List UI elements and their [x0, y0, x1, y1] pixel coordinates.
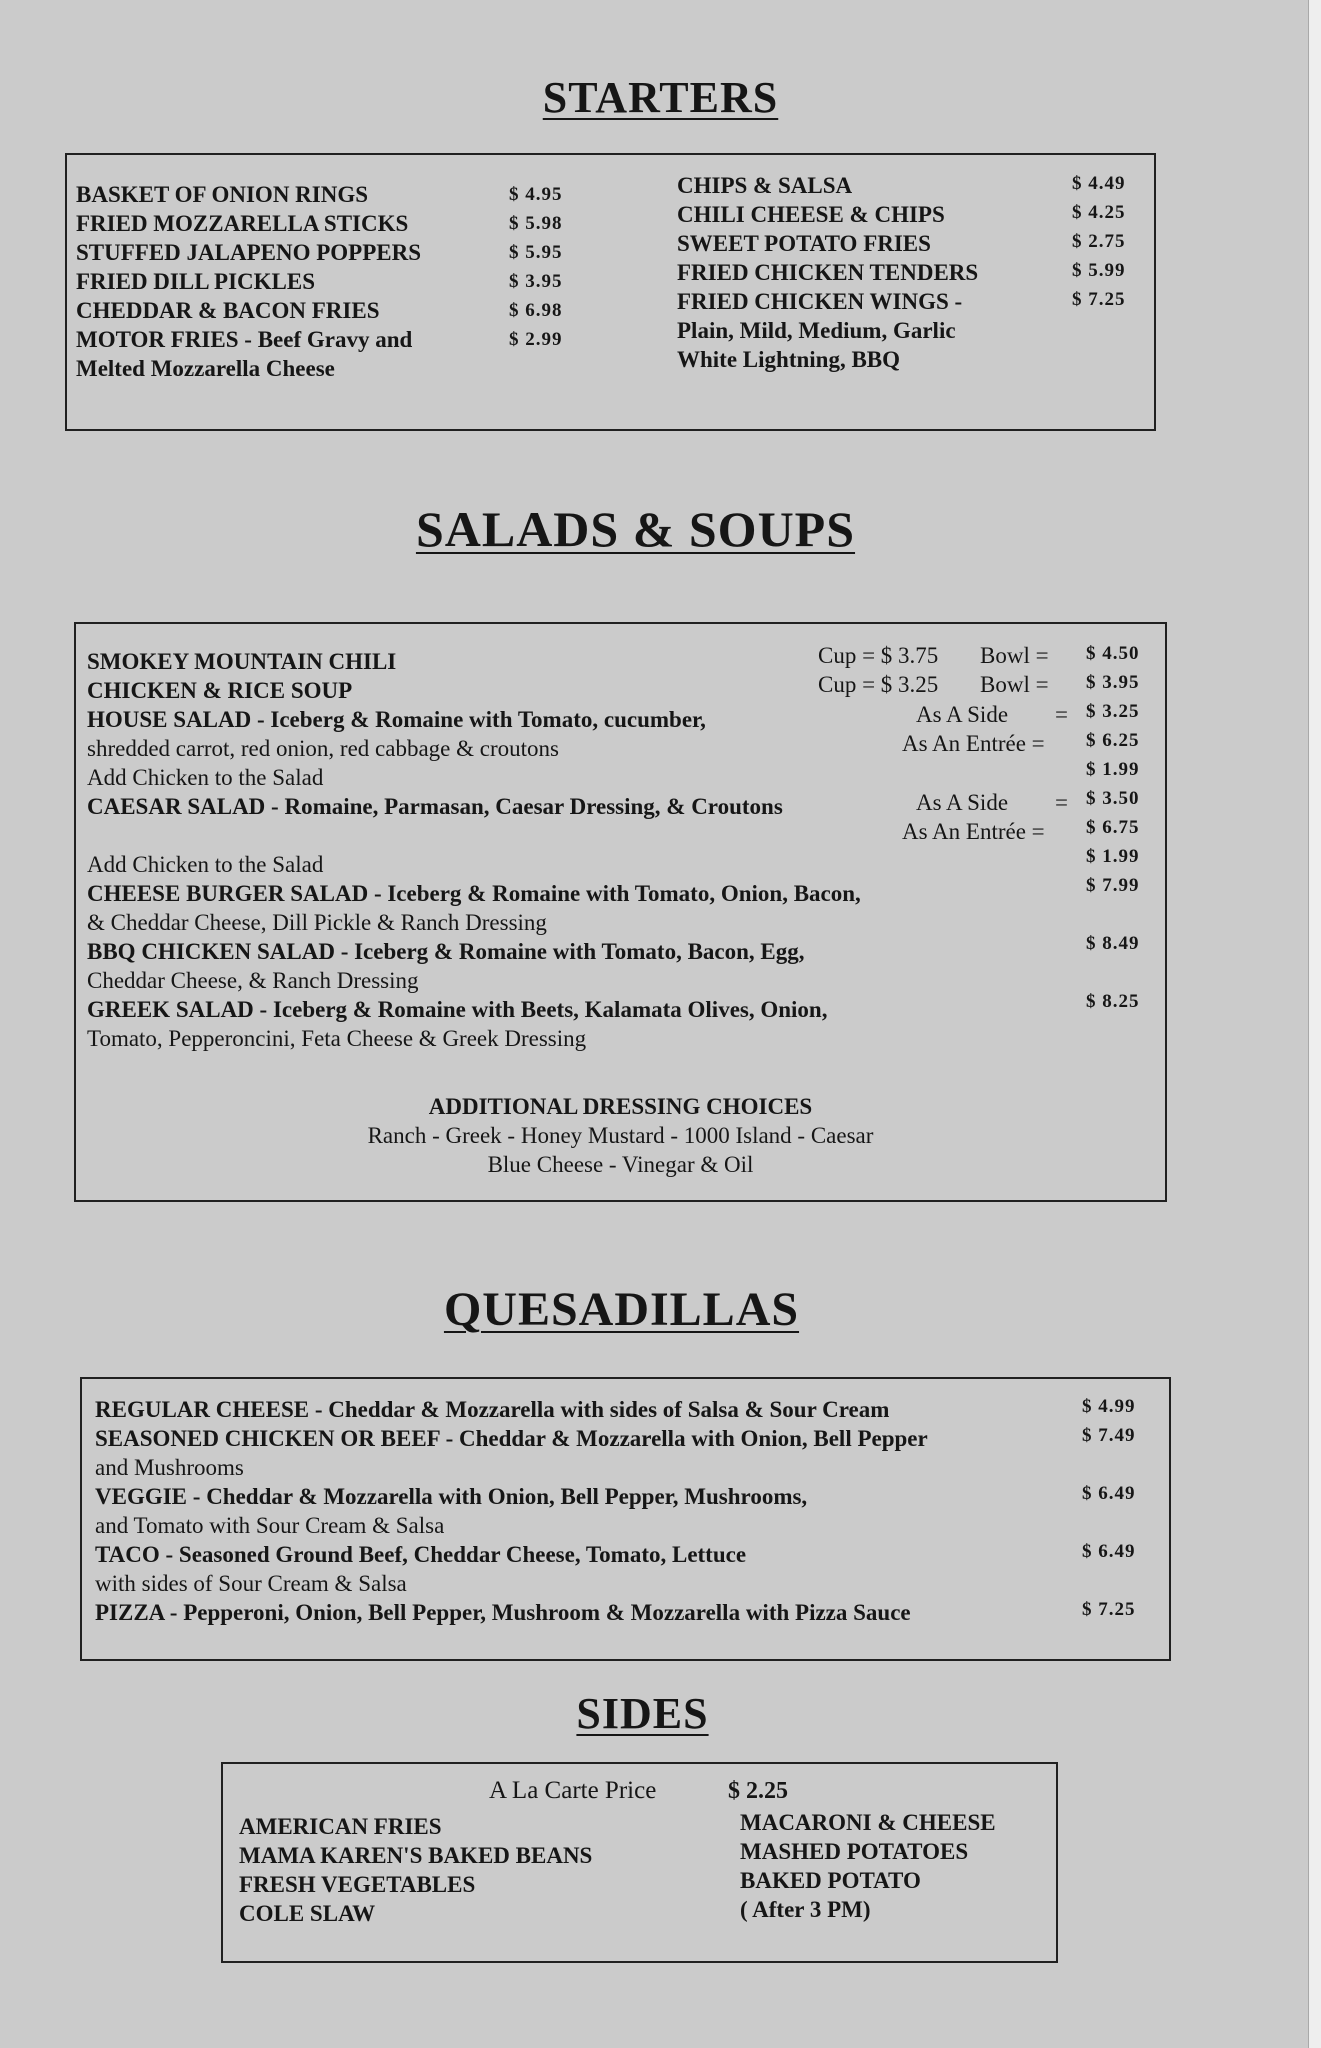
dressing-list: Blue Cheese - Vinegar & Oil	[487, 1152, 754, 1177]
quesadillas-box	[80, 1377, 1171, 1661]
menu-item	[95, 1598, 911, 1628]
menu-item-price: $ 6.75	[1086, 817, 1140, 838]
menu-item-price: $ 4.50	[1086, 643, 1140, 664]
menu-item-desc: and Mushrooms	[95, 1455, 244, 1480]
menu-item-price: $ 2.75	[1072, 231, 1126, 252]
menu-item-desc: Cheddar Cheese, & Ranch Dressing	[87, 968, 419, 993]
dressing-title: ADDITIONAL DRESSING CHOICES	[428, 1094, 813, 1119]
menu-item-price: $ 7.99	[1086, 875, 1140, 896]
a-la-carte-price: $ 2.25	[728, 1778, 788, 1804]
menu-item	[87, 792, 783, 822]
dressing-list: Ranch - Greek - Honey Mustard - 1000 Island - Caesar	[367, 1123, 874, 1148]
sides-box	[221, 1762, 1058, 1963]
menu-item-price: $ 6.98	[509, 300, 563, 321]
menu-item-name: PIZZA	[95, 1600, 165, 1625]
salads-soups-heading: SALADS & SOUPS	[415, 501, 856, 557]
menu-item-desc: - Cheddar & Mozzarella with sides of Salsa & Sour Cream	[309, 1397, 890, 1422]
menu-item-price: $ 6.25	[1086, 730, 1140, 751]
starters-box	[65, 153, 1156, 431]
menu-item-desc: - Seasoned Ground Beef, Cheddar Cheese, Tomato, Lettuce	[159, 1542, 747, 1567]
page-edge	[1308, 0, 1321, 2048]
menu-item-desc: - Cheddar & Mozzarella with Onion, Bell Pepper	[439, 1426, 928, 1451]
menu-item-price: $ 6.49	[1082, 1541, 1136, 1562]
menu-item-name: BASKET OF ONION RINGS	[76, 182, 369, 207]
menu-item-desc: shredded carrot, red onion, red cabbage & croutons	[87, 736, 559, 761]
menu-item-price: $ 1.99	[1086, 759, 1140, 780]
menu-item	[76, 325, 412, 355]
menu-item-desc: Melted Mozzarella Cheese	[76, 356, 335, 381]
side-item: MASHED POTATOES	[740, 1839, 969, 1864]
side-item: MACARONI & CHEESE	[740, 1810, 996, 1835]
entree-label: As An Entrée =	[902, 731, 1045, 756]
menu-item-name: STUFFED JALAPENO POPPERS	[76, 240, 422, 265]
menu-item-price: $ 3.25	[1086, 701, 1140, 722]
menu-item	[87, 705, 706, 735]
menu-item-price: $ 7.49	[1082, 1425, 1136, 1446]
side-item: AMERICAN FRIES	[239, 1814, 442, 1839]
menu-item-name: CHIPS & SALSA	[677, 173, 853, 198]
menu-item-name: VEGGIE	[95, 1484, 188, 1509]
menu-item-desc: Plain, Mild, Medium, Garlic	[677, 318, 956, 343]
menu-item-price: $ 8.49	[1086, 933, 1140, 954]
menu-item-price: $ 8.25	[1086, 991, 1140, 1012]
quesadillas-heading: QUESADILLAS	[443, 1283, 800, 1336]
menu-item-price: $ 5.98	[509, 213, 563, 234]
menu-item-desc: - Cheddar & Mozzarella with Onion, Bell Pepper, Mushrooms,	[187, 1484, 808, 1509]
menu-item-name: SWEET POTATO FRIES	[677, 231, 931, 256]
menu-item-name: SEASONED CHICKEN OR BEEF	[95, 1426, 440, 1451]
menu-item-name: FRIED MOZZARELLA STICKS	[76, 211, 409, 236]
menu-item-price: $ 5.99	[1072, 260, 1126, 281]
menu-item-name: BBQ CHICKEN SALAD	[87, 939, 335, 964]
menu-item-price: $ 1.99	[1086, 846, 1140, 867]
menu-item-name: FRIED DILL PICKLES	[76, 269, 316, 294]
menu-item-name: CHILI CHEESE & CHIPS	[677, 202, 945, 227]
menu-item	[95, 1482, 807, 1512]
side-item: COLE SLAW	[239, 1901, 376, 1926]
add-chicken-label: Add Chicken to the Salad	[87, 765, 324, 790]
menu-item	[95, 1424, 928, 1454]
menu-item-name: FRIED CHICKEN WINGS -	[677, 289, 963, 314]
menu-item-name: REGULAR CHEESE	[95, 1397, 310, 1422]
menu-item	[87, 995, 827, 1025]
menu-item-desc: - Pepperoni, Onion, Bell Pepper, Mushroom & Mozzarella with Pizza Sauce	[164, 1600, 911, 1625]
side-item: FRESH VEGETABLES	[239, 1872, 476, 1897]
menu-item-name: HOUSE SALAD	[87, 707, 252, 732]
menu-item-price: $ 4.49	[1072, 173, 1126, 194]
menu-item-desc: with sides of Sour Cream & Salsa	[95, 1571, 407, 1596]
equals-sign: =	[1055, 702, 1068, 727]
a-la-carte-label: A La Carte Price	[489, 1777, 657, 1804]
menu-item-price: $ 3.95	[1086, 672, 1140, 693]
menu-item-desc: White Lightning, BBQ	[677, 347, 901, 372]
menu-item-price: $ 5.95	[509, 242, 563, 263]
menu-item-name: MOTOR FRIES	[76, 327, 239, 352]
menu-item-price: $ 3.95	[509, 271, 563, 292]
menu-item-desc: - Iceberg & Romaine with Beets, Kalamata Olives, Onion,	[253, 997, 828, 1022]
menu-item	[95, 1540, 746, 1570]
menu-item-name: GREEK SALAD	[87, 997, 254, 1022]
menu-item-price: $ 2.99	[509, 329, 563, 350]
salads-soups-box	[74, 622, 1167, 1202]
menu-item-price: $ 4.99	[1082, 1396, 1136, 1417]
cup-price: Cup = $ 3.75	[818, 643, 939, 668]
cup-price: Cup = $ 3.25	[818, 672, 939, 697]
equals-sign: =	[1055, 790, 1068, 815]
sides-heading: SIDES	[576, 1689, 709, 1738]
entree-label: As An Entrée =	[902, 819, 1045, 844]
menu-item-name: CHEDDAR & BACON FRIES	[76, 298, 380, 323]
menu-item-name: CHEESE BURGER SALAD	[87, 881, 369, 906]
menu-item-price: $ 4.95	[509, 184, 563, 205]
menu-item-desc: - Iceberg & Romaine with Tomato, Bacon, Egg,	[334, 939, 805, 964]
menu-item-price: $ 7.25	[1082, 1599, 1136, 1620]
menu-item-desc: - Romaine, Parmasan, Caesar Dressing, & Croutons	[265, 794, 783, 819]
starters-heading: STARTERS	[542, 73, 779, 122]
menu-item-desc: Tomato, Pepperoncini, Feta Cheese & Greek Dressing	[87, 1026, 587, 1051]
bowl-label: Bowl =	[980, 643, 1049, 668]
side-item-note: ( After 3 PM)	[740, 1897, 871, 1922]
menu-item-desc: - Iceberg & Romaine with Tomato, cucumber,	[251, 707, 706, 732]
side-item: MAMA KAREN'S BAKED BEANS	[239, 1843, 593, 1868]
side-label: As A Side	[916, 702, 1009, 727]
side-label: As A Side	[916, 790, 1009, 815]
menu-item-desc: - Iceberg & Romaine with Tomato, Onion, Bacon,	[368, 881, 861, 906]
bowl-label: Bowl =	[980, 672, 1049, 697]
menu-item	[87, 879, 861, 909]
menu-item-desc: - Beef Gravy and	[238, 327, 413, 352]
menu-item-desc: & Cheddar Cheese, Dill Pickle & Ranch Dressing	[87, 910, 547, 935]
menu-item-price: $ 4.25	[1072, 202, 1126, 223]
menu-item-name: CAESAR SALAD	[87, 794, 266, 819]
add-chicken-label: Add Chicken to the Salad	[87, 852, 324, 877]
menu-item-price: $ 6.49	[1082, 1483, 1136, 1504]
menu-item-name: TACO	[95, 1542, 160, 1567]
menu-item-price: $ 7.25	[1072, 289, 1126, 310]
side-item: BAKED POTATO	[740, 1868, 921, 1893]
menu-item-name: CHICKEN & RICE SOUP	[87, 678, 353, 703]
menu-item-name: SMOKEY MOUNTAIN CHILI	[87, 649, 397, 674]
menu-item-price: $ 3.50	[1086, 788, 1140, 809]
menu-item-name: FRIED CHICKEN TENDERS	[677, 260, 979, 285]
menu-item	[95, 1395, 889, 1425]
menu-item	[87, 937, 805, 967]
menu-item-desc: and Tomato with Sour Cream & Salsa	[95, 1513, 445, 1538]
